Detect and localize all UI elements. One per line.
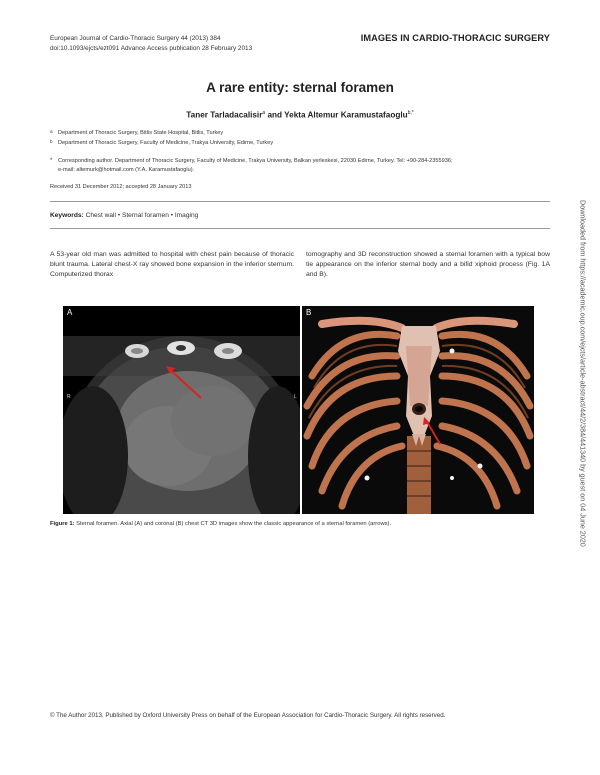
affiliation xyxy=(50,139,273,148)
caption-text: Sternal foramen. Axial (A) and coronal (B) chest CT 3D images show the classic appearance of a sternal foramen (arrows). xyxy=(74,521,392,527)
keywords-label: Keywords: xyxy=(50,212,84,219)
body-column-right: tomography and 3D reconstruction showed a sternal foramen with a typical bow tie appearance on the inferior sternal body and a bifid xiphoid process (Fig. 1A and B). xyxy=(306,251,550,279)
ct-axial-drawing xyxy=(63,306,300,514)
ct-3d-image xyxy=(302,306,534,514)
keywords-items: Chest wall • Sternal foramen • Imaging xyxy=(85,212,199,219)
author-name: Yekta Altemur Karamustafaoglu xyxy=(284,110,408,120)
divider xyxy=(50,228,550,229)
ct-marker-left: L xyxy=(294,394,297,400)
affiliation-text: Department of Thoracic Surgery, Faculty of Medicine, Trakya University, Edirne, Turkey xyxy=(58,140,274,146)
panel-label-b: B xyxy=(306,308,312,317)
correspondence-email: e-mail: altemurk@hotmail.com (Y.A. Karamustafaoglu). xyxy=(58,166,195,173)
correspondence-label: * xyxy=(50,158,53,164)
author-joiner: and xyxy=(265,110,285,120)
author-sup: b,* xyxy=(407,110,414,116)
journal-citation: European Journal of Cardio-Thoracic Surgery 44 (2013) 384 xyxy=(50,35,221,42)
keywords xyxy=(50,212,198,219)
panel-label-a: A xyxy=(67,308,73,317)
body-column-left: A 53-year old man was admitted to hospital with chest pain because of thoracic blunt trauma. Lateral chest-X ray showed bone expansion in the inferior sternum. Computerized thorax xyxy=(50,251,294,279)
ct-3d-drawing xyxy=(302,306,534,514)
affiliation-text: Department of Thoracic Surgery, Bitlis State Hospital, Bitlis, Turkey xyxy=(58,130,224,136)
affiliation-label: b xyxy=(50,139,53,144)
article-title: A rare entity: sternal foramen xyxy=(206,80,394,95)
affiliation xyxy=(50,129,223,138)
affiliation-label: a xyxy=(50,129,53,134)
doi-line: doi:10.1093/ejcts/ezt091 Advance Access publication 28 February 2013 xyxy=(50,45,253,52)
caption-label: Figure 1: xyxy=(50,521,75,527)
copyright-footer: © The Author 2013. Published by Oxford University Press on behalf of the European Association for Cardio-Thoracic Surgery. All rights reserved. xyxy=(50,712,446,719)
received-dates: Received 31 December 2012; accepted 28 January 2013 xyxy=(50,184,192,190)
author-sup: a xyxy=(262,110,266,116)
journal-header xyxy=(50,34,252,54)
divider xyxy=(50,201,550,202)
figure-caption xyxy=(50,521,391,527)
section-heading: IMAGES IN CARDIO-THORACIC SURGERY xyxy=(360,33,550,43)
ct-axial-image xyxy=(63,306,300,514)
author-name: Taner Tarladacalisir xyxy=(186,110,263,120)
download-note xyxy=(576,200,590,600)
correspondence xyxy=(50,157,453,174)
figure-1 xyxy=(63,306,534,514)
correspondence-line: Corresponding author. Department of Thoracic Surgery, Faculty of Medicine, Trakya University, Balkan yerleskesi, 22030 Edirne, Turkey. Tel: +90-284-2355936; xyxy=(58,158,453,164)
ct-marker-right: R xyxy=(67,394,71,400)
author-list xyxy=(0,110,600,120)
download-note-text: Downloaded from https://academic.oup.com/ejcts/article-abstract/44/2/384/441340 by guest on 04 June 2020 xyxy=(578,200,588,547)
